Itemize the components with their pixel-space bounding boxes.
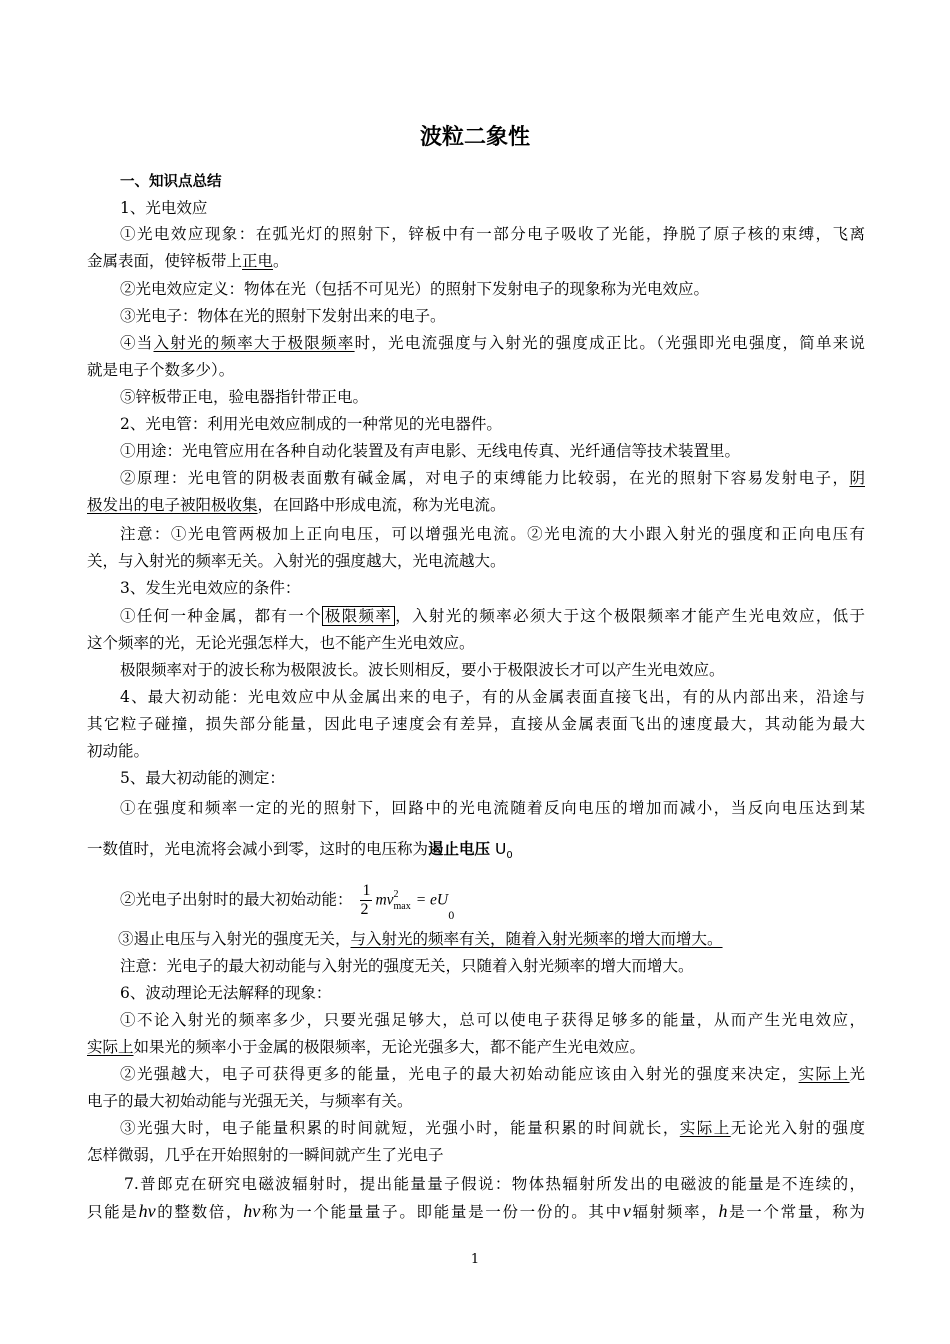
subheading-measurement: 5、最大初动能的测定： <box>120 769 285 787</box>
paragraph-line: 关，与入射光的频率无关。入射光的强度越大，光电流越大。 <box>87 552 506 570</box>
text-span: 的整数倍， <box>155 1203 244 1221</box>
symbol-u: U <box>494 840 507 858</box>
paragraph-line: 7.普郎克在研究电磁波辐射时，提出能量量子假说：物体热辐射所发出的电磁波的能量是不连续的， <box>124 1175 865 1193</box>
text-span: ，入射光的频率必须大于这个极限频率才能产生光电效应，低于 <box>395 607 865 625</box>
text-span: 。 <box>273 252 289 270</box>
paragraph-line: 4、最大初动能：光电效应中从金属出来的电子，有的从金属表面直接飞出，有的从内部出来，沿途与 <box>120 688 865 706</box>
page-number: 1 <box>470 1252 480 1267</box>
text-span: ③光强大时，电子能量积累的时间就短，光强小时，能量积累的时间就长， <box>120 1119 680 1137</box>
math-hv: hν <box>243 1201 261 1221</box>
text-span: 一数值时，光电流将会减小到零，这时的电压称为 <box>87 840 429 858</box>
text-span: 光 <box>849 1065 865 1083</box>
paragraph-line <box>87 840 865 865</box>
underlined-text: 入射光的频率大于极限频率 <box>153 334 355 352</box>
paragraph-line: 其它粒子碰撞，损失部分能量，因此电子速度会有差异，直接从金属表面飞出的速度最大，其动能为最大 <box>87 715 865 733</box>
fraction-numerator: 1 <box>362 882 371 899</box>
paragraph-line: 初动能。 <box>87 742 150 760</box>
formula-scripts <box>394 889 411 913</box>
paragraph-line: 就是电子个数多少）。 <box>87 361 235 379</box>
paragraph-line: 注意：①光电管两极加上正向电压，可以增强光电流。②光电流的大小跟入射光的强度和正向电压有 <box>120 525 865 543</box>
subheading-conditions: 3、发生光电效应的条件： <box>120 579 301 597</box>
paragraph-line: 注意：光电子的最大初动能与入射光的强度无关，只随着入射光频率的增大而增大。 <box>120 957 694 975</box>
fraction-denominator: 2 <box>360 901 369 918</box>
text-span: ②光强越大，电子可获得更多的能量，光电子的最大初始动能应该由入射光的强度来决定， <box>120 1065 799 1083</box>
paragraph-line: 怎样微弱，几乎在开始照射的一瞬间就产生了光电子 <box>87 1146 444 1164</box>
paragraph-line <box>120 469 865 487</box>
math-h: h <box>718 1201 728 1221</box>
text-span: 辐射频率， <box>630 1203 719 1221</box>
section-heading: 一、知识点总结 <box>120 174 222 190</box>
paragraph-line <box>87 1038 865 1056</box>
paragraph-line <box>87 1202 865 1221</box>
subheading-wave-theory: 6、波动理论无法解释的现象： <box>120 984 332 1002</box>
paragraph-line: 电子的最大初始动能与光强无关，与频率有关。 <box>87 1092 413 1110</box>
page-title: 波粒二象性 <box>419 125 530 150</box>
paragraph-line: ①在强度和频率一定的光的照射下，回路中的光电流随着反向电压的增加而减小，当反向电压达到某 <box>120 799 865 817</box>
text-span: 是一个常量，称为 <box>727 1203 865 1221</box>
paragraph-line: 极限频率对于的波长称为极限波长。波长则相反，要小于极限波长才可以产生光电效应。 <box>120 661 725 679</box>
text-span: 无论光入射的强度 <box>730 1119 865 1137</box>
formula-eu: = eU <box>415 891 449 909</box>
paragraph-line: ①不论入射光的频率多少，只要光强足够大，总可以使电子获得足够多的能量，从而产生光电效应， <box>120 1011 865 1029</box>
formula-fraction <box>360 882 372 919</box>
formula-mv: mv <box>375 891 394 909</box>
paragraph-line <box>118 930 896 948</box>
formula-superscript: 2 <box>393 888 399 900</box>
text-span: 只能是 <box>87 1203 139 1221</box>
paragraph-line: ②光电效应定义：物体在光（包括不可见光）的照射下发射电子的现象称为光电效应。 <box>120 280 710 298</box>
underlined-text: 实际上 <box>798 1065 850 1083</box>
underlined-text: 正电 <box>242 252 274 270</box>
text-span: ④当 <box>120 334 154 352</box>
underlined-text: 阴 <box>849 469 865 487</box>
subheading-photoelectric-effect: 1、光电效应 <box>120 199 208 217</box>
text-span: 时，光电流强度与入射光的强度成正比。（光强即光电强度，简单来说 <box>354 334 865 352</box>
math-hv: hν <box>138 1201 156 1221</box>
text-span: ，在回路中形成电流，称为光电流。 <box>257 496 506 514</box>
paragraph-line <box>120 334 865 352</box>
paragraph-line: ①光电效应现象：在弧光灯的照射下，锌板中有一部分电子吸收了光能，挣脱了原子核的束缚，飞离 <box>120 225 865 243</box>
math-nu: ν <box>622 1201 631 1221</box>
paragraph-line: ⑤锌板带正电，验电器指针带正电。 <box>120 388 369 406</box>
text-span: ①任何一种金属，都有一个 <box>120 607 322 625</box>
text-span: 金属表面，使锌板带上 <box>87 252 243 270</box>
bold-term: 遏止电压 <box>428 840 491 858</box>
text-span: 如果光的频率小于金属的极限频率，无论光强多大，都不能产生光电效应。 <box>133 1038 646 1056</box>
paragraph-line-formula <box>120 882 865 922</box>
underlined-text: 极发出的电子被阳极收集 <box>87 496 258 514</box>
formula-subscript-zero: 0 <box>448 910 455 922</box>
paragraph-line: ①用途：光电管应用在各种自动化装置及有声电影、无线电传真、光纤通信等技术装置里。 <box>120 442 741 460</box>
subscript: 0 <box>506 850 513 862</box>
boxed-term: 极限频率 <box>322 606 395 626</box>
text-span: ②原理：光电管的阴极表面敷有碱金属，对电子的束缚能力比较弱，在光的照射下容易发射电子， <box>120 469 850 487</box>
paragraph-line: 这个频率的光，无论光强怎样大，也不能产生光电效应。 <box>87 634 475 652</box>
paragraph-line <box>120 1065 865 1083</box>
formula-subscript-max: max <box>393 900 411 912</box>
paragraph-line: ③光电子：物体在光的照射下发射出来的电子。 <box>120 307 446 325</box>
underlined-text: 实际上 <box>679 1119 731 1137</box>
paragraph-line <box>120 607 865 625</box>
paragraph-line <box>87 496 865 514</box>
text-span: ②光电子出射时的最大初始动能： <box>120 890 353 909</box>
paragraph-line <box>87 252 865 270</box>
underlined-text: 实际上 <box>87 1038 134 1056</box>
text-span: ③遏止电压与入射光的强度无关， <box>118 930 351 948</box>
text-span: 称为一个能量量子。即能量是一份一份的。其中 <box>260 1203 623 1221</box>
subheading-phototube: 2、光电管：利用光电效应制成的一种常见的光电器件。 <box>120 415 502 433</box>
underlined-text: 与入射光的频率有关，随着入射光频率的增大而增大。 <box>350 930 723 948</box>
paragraph-line <box>120 1119 865 1137</box>
